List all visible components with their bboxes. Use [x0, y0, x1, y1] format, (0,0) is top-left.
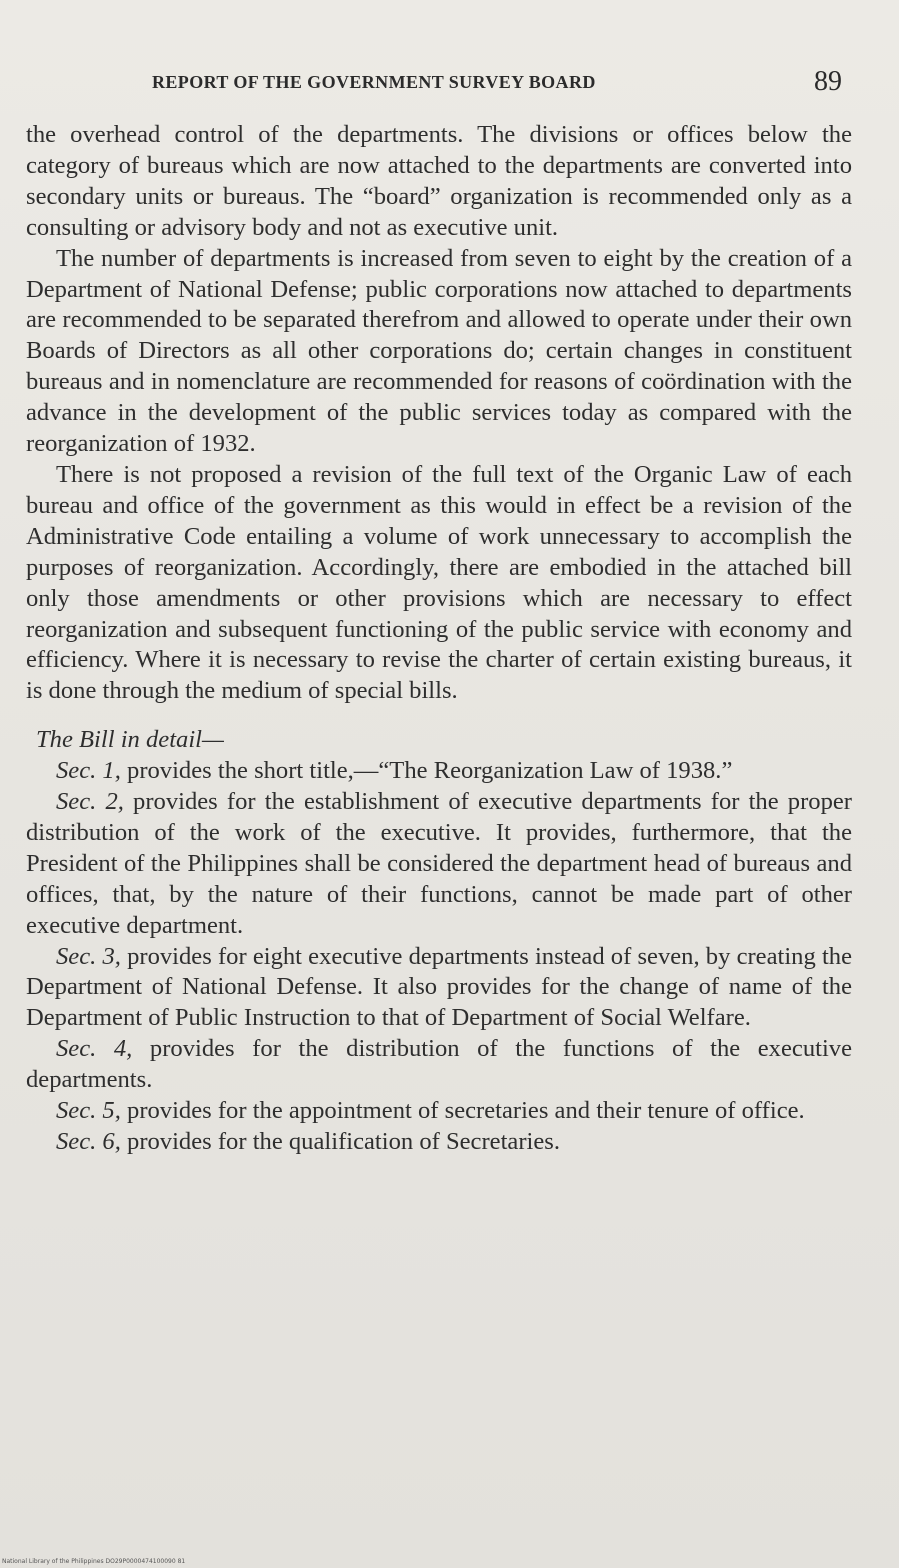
- section-tag: Sec. 2,: [56, 788, 124, 816]
- scan-footer: National Library of the Philippines DO29P0000474100090 81: [2, 1558, 186, 1565]
- section-text: provides the short title,—“The Reorganization Law of 1938.”: [120, 757, 733, 785]
- body-text: [26, 120, 852, 1158]
- section-subheading: The Bill in detail—: [36, 726, 224, 754]
- section-text: provides for the appointment of secretaries and their tenure of office.: [120, 1097, 805, 1125]
- section-sec-2: [26, 787, 852, 942]
- section-text: provides for eight executive departments instead of seven, by creating the Department of National Defense. It also provides for the change of name of the Department of Public Instruction to that of Department of Social Welfare.: [26, 942, 852, 1032]
- section-tag: Sec. 6,: [56, 1128, 121, 1155]
- section-text: provides for the qualification of Secretaries.: [120, 1128, 560, 1155]
- section-tag: Sec. 3,: [56, 942, 121, 970]
- paragraph-1: the overhead control of the departments. The divisions or offices below the category of bureaus which are now attached to the departments are converted into secondary units or bureaus. The “board” organization is recommended only as a consulting or advisory body and not as executive unit.: [26, 121, 852, 241]
- section-sec-6: [26, 1127, 852, 1158]
- section-text: provides for the distribution of the functions of the executive departments.: [26, 1035, 852, 1094]
- section-sec-5: [26, 1096, 852, 1127]
- paragraph-2: The number of departments is increased from seven to eight by the creation of a Department of National Defense; public corporations now attached to departments are recommended to be separated therefrom and allowed to operate under their own Boards of Directors as all other corporations do; certain changes in constituent bureaus and in nomenclature are recommended for reasons of coördination with the advance in the development of the public services today as compared with the reorganization of 1932.: [26, 244, 852, 458]
- running-header: [152, 66, 842, 100]
- section-tag: Sec. 4,: [56, 1035, 133, 1063]
- section-sec-3: [26, 942, 852, 1035]
- paragraph-3: There is not proposed a revision of the full text of the Organic Law of each bureau and office of the government as this would in effect be a revision of the Administrative Code entailing a volume of work unnecessary to accomplish the purposes of reorganization. Accordingly, there are embodied in the attached bill only those amendments or other provisions which are necessary to effect reorganization and subsequent functioning of the public service with economy and efficiency. Where it is necessary to revise the charter of certain existing bureaus, it is done through the medium of special bills.: [26, 460, 852, 705]
- section-tag: Sec. 1,: [56, 757, 121, 785]
- page-number: 89: [814, 66, 842, 97]
- section-tag: Sec. 5,: [56, 1097, 121, 1125]
- section-sec-1: [26, 756, 852, 787]
- running-title: REPORT OF THE GOVERNMENT SURVEY BOARD: [152, 72, 596, 92]
- section-text: provides for the establishment of executive departments for the proper distribution of the work of the executive. It provides, furthermore, that the President of the Philippines shall be considered the department head of bureaus and offices, that, by the nature of their functions, cannot be made part of other executive department.: [26, 788, 852, 939]
- section-sec-4: [26, 1034, 852, 1096]
